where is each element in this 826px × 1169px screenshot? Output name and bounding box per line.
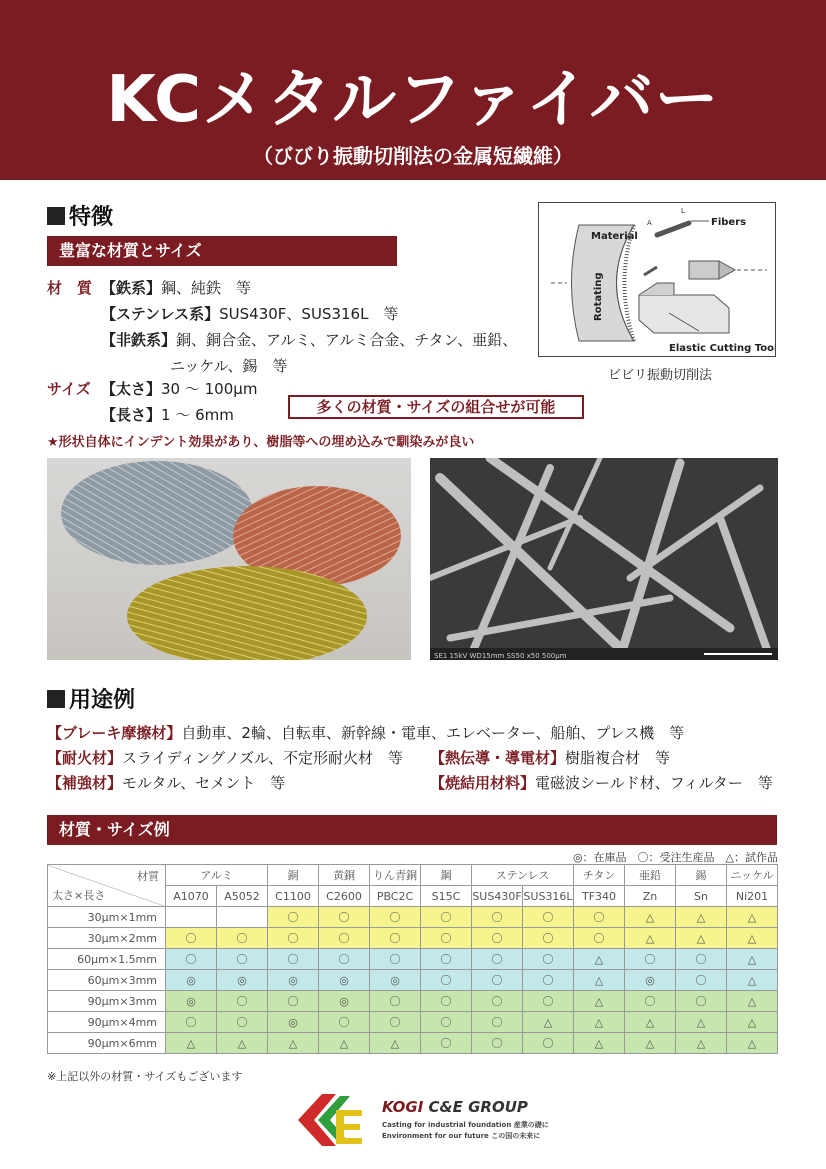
sem-info: SE1 15kV WD15mm SS50 x50 500μm xyxy=(434,652,567,660)
availability-cell: 〇 xyxy=(421,1012,472,1033)
cutting-diagram xyxy=(538,202,776,357)
tool-tip xyxy=(639,283,674,295)
size-label: 90μm×6mm xyxy=(48,1033,166,1054)
availability-cell: △ xyxy=(574,991,625,1012)
features-bar: 豊富な材質とサイズ xyxy=(47,236,397,266)
availability-cell: ◎ xyxy=(319,970,370,991)
size-label: 60μm×1.5mm xyxy=(48,949,166,970)
availability-cell: ◎ xyxy=(268,970,319,991)
feature-note: ★形状自体にインデント効果があり、樹脂等への埋め込みで馴染みが良い xyxy=(47,435,475,450)
availability-cell: 〇 xyxy=(421,949,472,970)
availability-cell: △ xyxy=(727,1012,778,1033)
availability-cell: 〇 xyxy=(319,1012,370,1033)
spec-row-thickness: サイズ 【太さ】30 ～ 100μm xyxy=(47,380,258,398)
availability-cell: 〇 xyxy=(370,991,421,1012)
company-logo xyxy=(292,1088,368,1150)
availability-cell: △ xyxy=(166,1033,217,1054)
availability-cell: 〇 xyxy=(268,949,319,970)
spec-row-nonferrous-cont: ニッケル、錫 等 xyxy=(170,357,288,375)
label-material: Material xyxy=(591,231,638,242)
availability-cell: 〇 xyxy=(574,928,625,949)
material-code-header: TF340 xyxy=(574,886,625,907)
availability-cell: 〇 xyxy=(217,1012,268,1033)
tagline-2: Environment for our future この国の未来に xyxy=(382,1132,541,1140)
availability-cell: ◎ xyxy=(268,1012,319,1033)
availability-cell: △ xyxy=(574,970,625,991)
availability-cell: 〇 xyxy=(676,970,727,991)
availability-cell: ◎ xyxy=(625,970,676,991)
table-bar: 材質・サイズ例 xyxy=(47,815,777,845)
material-group-header: 鋼 xyxy=(421,865,472,886)
table-legend: ◎：在庫品 〇：受注生産品 △：試作品 xyxy=(572,851,778,864)
availability-cell: △ xyxy=(625,907,676,928)
availability-cell: △ xyxy=(625,1012,676,1033)
material-group-header: 銅 xyxy=(268,865,319,886)
material-code-header: A5052 xyxy=(217,886,268,907)
availability-cell: 〇 xyxy=(523,1033,574,1054)
availability-cell: 〇 xyxy=(472,949,523,970)
availability-cell: △ xyxy=(625,928,676,949)
availability-cell: △ xyxy=(319,1033,370,1054)
material-code-header: S15C xyxy=(421,886,472,907)
availability-cell: △ xyxy=(727,970,778,991)
material-group-header: アルミ xyxy=(166,865,268,886)
availability-cell: △ xyxy=(727,1033,778,1054)
table-row xyxy=(48,1033,778,1054)
material-code-header: SUS316L xyxy=(523,886,574,907)
material-code-header: C1100 xyxy=(268,886,319,907)
availability-cell: 〇 xyxy=(472,1033,523,1054)
availability-cell: 〇 xyxy=(472,928,523,949)
spec-row-iron: 材 質 【鉄系】鋼、純鉄 等 xyxy=(47,279,252,297)
cutting-diagram-svg xyxy=(539,203,775,356)
availability-cell: 〇 xyxy=(421,1033,472,1054)
spec-row-length: 【長さ】1 ～ 6mm xyxy=(101,406,234,424)
availability-cell: △ xyxy=(574,1033,625,1054)
material-code-header: Zn xyxy=(625,886,676,907)
label-tool: Elastic Cutting Tool xyxy=(669,343,775,354)
material-code-header: Sn xyxy=(676,886,727,907)
availability-cell: △ xyxy=(676,907,727,928)
shaft xyxy=(689,261,719,279)
shaft-tip xyxy=(719,261,735,279)
material-code-header: PBC2C xyxy=(370,886,421,907)
material-code-header: SUS430F xyxy=(472,886,523,907)
label-fibers: Fibers xyxy=(711,217,747,228)
label-rotating: Rotating xyxy=(593,272,604,321)
drum-teeth xyxy=(625,225,635,341)
combo-callout: 多くの材質・サイズの組合せが可能 xyxy=(288,395,584,419)
availability-cell: 〇 xyxy=(676,949,727,970)
size-label: 90μm×4mm xyxy=(48,1012,166,1033)
availability-cell: △ xyxy=(676,1033,727,1054)
availability-cell: 〇 xyxy=(217,928,268,949)
availability-cell: ◎ xyxy=(217,970,268,991)
material-group-header: チタン xyxy=(574,865,625,886)
availability-cell: 〇 xyxy=(319,949,370,970)
size-label: 30μm×2mm xyxy=(48,928,166,949)
availability-cell: 〇 xyxy=(574,907,625,928)
table-row xyxy=(48,1012,778,1033)
table-footnote: ※上記以外の材質・サイズもございます xyxy=(47,1070,243,1083)
table-row xyxy=(48,949,778,970)
tagline-1: Casting for industrial foundation 産業の礎に xyxy=(382,1121,549,1129)
features-heading: 特徴 xyxy=(47,200,113,231)
availability-cell: 〇 xyxy=(370,907,421,928)
fiber-samples-photo xyxy=(47,458,411,660)
availability-cell: 〇 xyxy=(370,949,421,970)
material-code-header: C2600 xyxy=(319,886,370,907)
availability-cell: 〇 xyxy=(625,991,676,1012)
table-row xyxy=(48,907,778,928)
availability-cell: ◎ xyxy=(370,970,421,991)
fiber-piles-svg xyxy=(47,458,411,660)
availability-cell: 〇 xyxy=(625,949,676,970)
table-body xyxy=(48,907,778,1054)
availability-cell: 〇 xyxy=(523,970,574,991)
spec-row-stainless: 【ステンレス系】SUS430F、SUS316L 等 xyxy=(101,305,399,323)
material-group-header: ステンレス xyxy=(472,865,574,886)
availability-cell: 〇 xyxy=(166,1012,217,1033)
page-title: KCメタルファイバー xyxy=(106,63,720,137)
material-size-table xyxy=(47,864,778,1054)
availability-cell: 〇 xyxy=(472,970,523,991)
material-group-header: りん青銅 xyxy=(370,865,421,886)
page-subtitle: （びびり振動切削法の金属短繊維） xyxy=(253,144,573,168)
availability-cell: 〇 xyxy=(217,991,268,1012)
material-group-header: 黄銅 xyxy=(319,865,370,886)
material-group-header: ニッケル xyxy=(727,865,778,886)
availability-cell: △ xyxy=(727,991,778,1012)
availability-cell: 〇 xyxy=(370,1012,421,1033)
use-sintering: 【焼結用材料】電磁波シールド材、フィルター 等 xyxy=(430,774,773,792)
availability-cell: △ xyxy=(727,907,778,928)
use-conductive: 【熱伝導・導電材】樹脂複合材 等 xyxy=(430,749,671,767)
gray-fiber-pile xyxy=(61,461,253,565)
table-row xyxy=(48,970,778,991)
availability-cell: 〇 xyxy=(268,991,319,1012)
availability-cell: ◎ xyxy=(166,991,217,1012)
logo-mark-icon xyxy=(292,1088,368,1150)
availability-cell: 〇 xyxy=(523,928,574,949)
availability-cell: △ xyxy=(727,949,778,970)
availability-cell: △ xyxy=(625,1033,676,1054)
availability-cell: 〇 xyxy=(472,907,523,928)
availability-cell: △ xyxy=(676,928,727,949)
table-row xyxy=(48,928,778,949)
fiber-sample xyxy=(657,223,689,235)
fiber-chip xyxy=(644,267,657,275)
availability-cell: 〇 xyxy=(319,907,370,928)
availability-cell: △ xyxy=(217,1033,268,1054)
diagram-caption: ビビリ振動切削法 xyxy=(607,368,712,383)
size-label: 60μm×3mm xyxy=(48,970,166,991)
material-code-header: Ni201 xyxy=(727,886,778,907)
availability-cell: △ xyxy=(574,949,625,970)
sem-micrograph xyxy=(430,458,778,660)
availability-cell: △ xyxy=(727,928,778,949)
company-name: KOGI C&E GROUP xyxy=(382,1098,528,1116)
availability-cell: 〇 xyxy=(676,991,727,1012)
availability-cell: 〇 xyxy=(421,991,472,1012)
availability-cell: 〇 xyxy=(472,1012,523,1033)
uses-heading: 用途例 xyxy=(47,683,135,714)
material-code-header: A1070 xyxy=(166,886,217,907)
use-brake: 【ブレーキ摩擦材】自動車、2輪、自転車、新幹線・電車、エレベーター、船舶、プレス機 等 xyxy=(47,724,685,742)
availability-cell: △ xyxy=(268,1033,319,1054)
availability-cell: 〇 xyxy=(166,928,217,949)
table-group-row xyxy=(48,865,778,886)
availability-cell: 〇 xyxy=(523,949,574,970)
availability-cell: 〇 xyxy=(523,991,574,1012)
availability-cell: △ xyxy=(523,1012,574,1033)
size-label: 90μm×3mm xyxy=(48,991,166,1012)
availability-cell: 〇 xyxy=(472,991,523,1012)
unavailable-cell xyxy=(166,907,217,928)
availability-cell: 〇 xyxy=(319,928,370,949)
label-l: L xyxy=(681,207,685,215)
table-corner: 材質 太さ×長さ xyxy=(48,865,166,907)
availability-cell: ◎ xyxy=(319,991,370,1012)
size-label: 30μm×1mm xyxy=(48,907,166,928)
availability-cell: 〇 xyxy=(421,928,472,949)
label-a: A xyxy=(647,219,652,227)
availability-cell: 〇 xyxy=(268,928,319,949)
square-bullet-icon xyxy=(47,207,65,225)
availability-cell: 〇 xyxy=(217,949,268,970)
tool-body xyxy=(639,295,729,333)
use-reinforcement: 【補強材】モルタル、セメント 等 xyxy=(47,774,286,792)
sem-fibers-svg xyxy=(430,458,778,660)
availability-cell: △ xyxy=(574,1012,625,1033)
material-group-header: 亜鉛 xyxy=(625,865,676,886)
availability-cell: 〇 xyxy=(523,907,574,928)
unavailable-cell xyxy=(217,907,268,928)
availability-cell: △ xyxy=(370,1033,421,1054)
table-row xyxy=(48,991,778,1012)
availability-cell: 〇 xyxy=(166,949,217,970)
material-group-header: 錫 xyxy=(676,865,727,886)
availability-cell: 〇 xyxy=(421,907,472,928)
availability-cell: 〇 xyxy=(268,907,319,928)
availability-cell: △ xyxy=(676,1012,727,1033)
spec-row-nonferrous: 【非鉄系】銅、銅合金、アルミ、アルミ合金、チタン、亜鉛、 xyxy=(101,331,518,349)
availability-cell: 〇 xyxy=(421,970,472,991)
availability-cell: ◎ xyxy=(166,970,217,991)
square-bullet-icon xyxy=(47,690,65,708)
availability-cell: 〇 xyxy=(370,928,421,949)
use-refractory: 【耐火材】スライディングノズル、不定形耐火材 等 xyxy=(47,749,403,767)
